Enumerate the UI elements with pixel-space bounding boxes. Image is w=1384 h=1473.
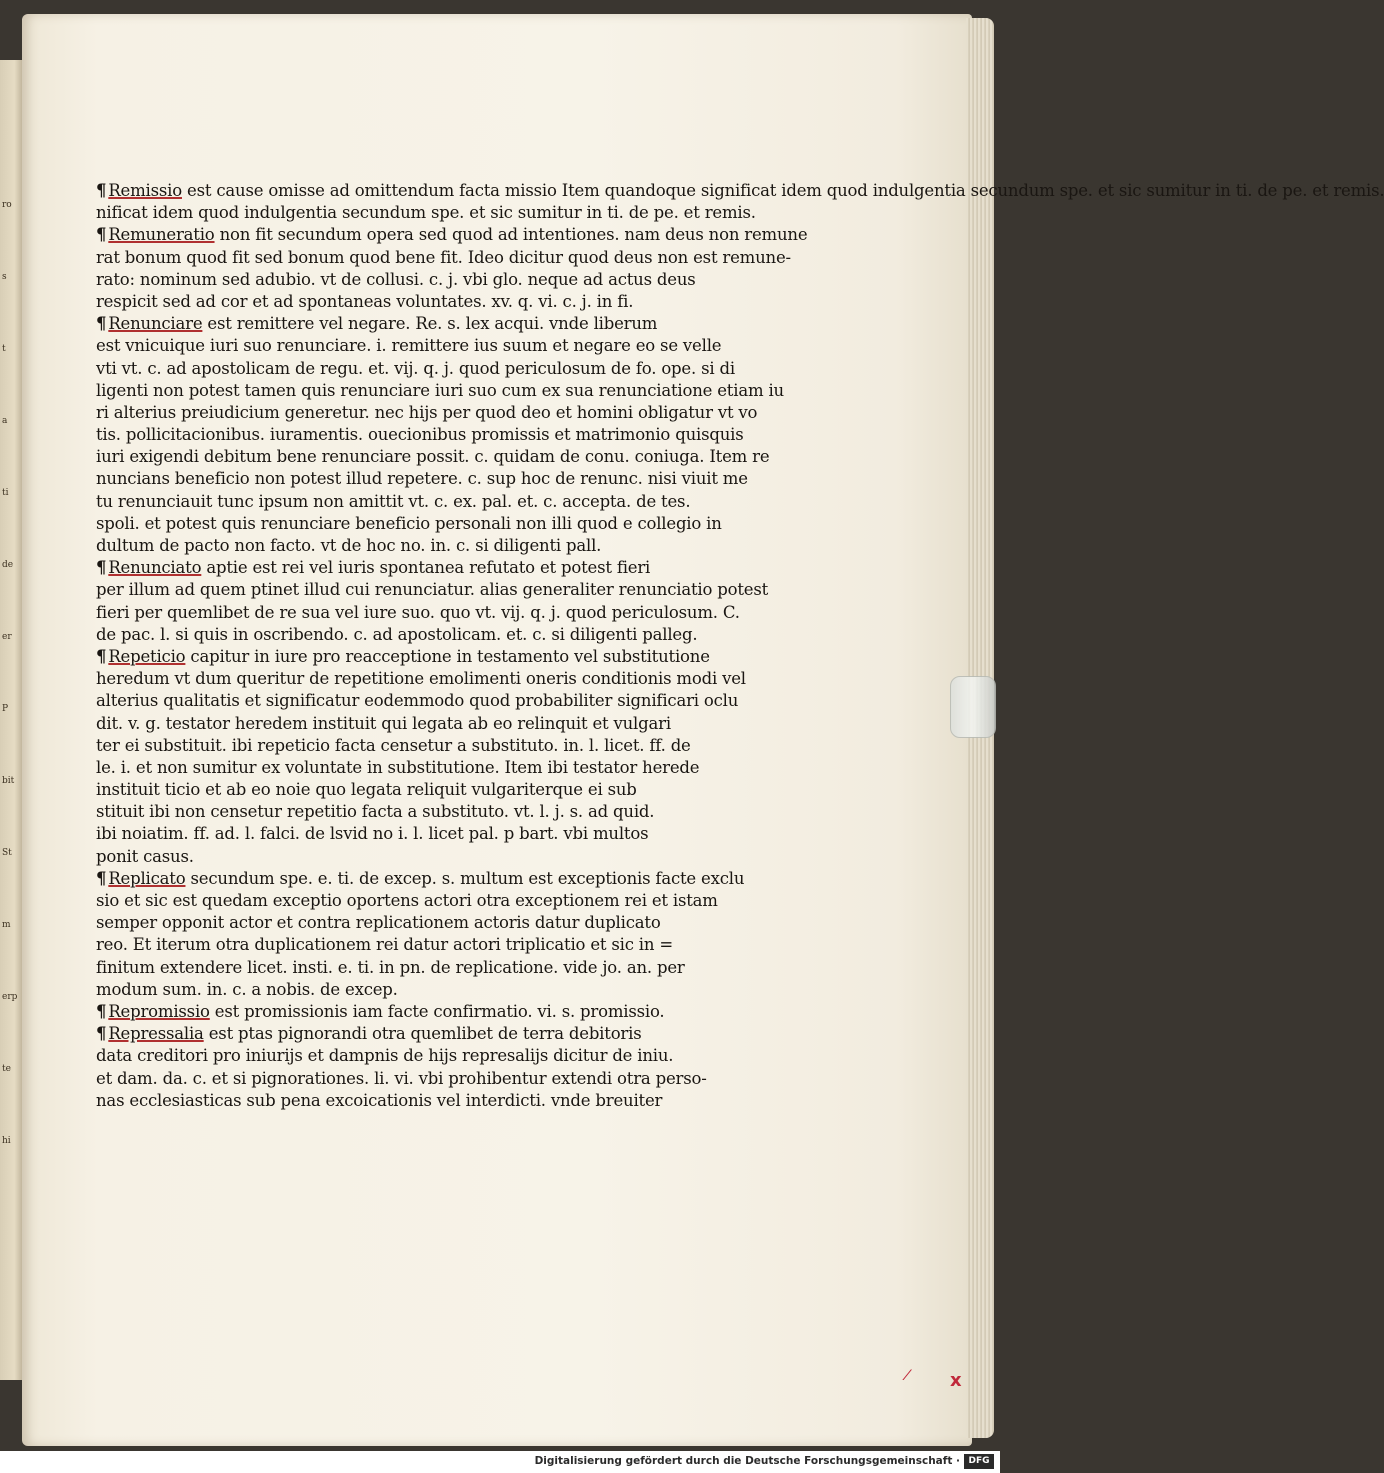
text-line bbox=[96, 202, 756, 224]
line-text: ter ei substituit. ibi repeticio facta censetur a substituto. in. l. licet. ff. de bbox=[96, 735, 691, 755]
line-text: nificat idem quod indulgentia secundum spe. et sic sumitur in ti. de pe. et remis. bbox=[96, 203, 756, 223]
line-text: instituit ticio et ab eo noie quo legata reliquit vulgariterque ei sub bbox=[96, 780, 637, 800]
line-text: rato: nominum sed adubio. vt de collusi. c. j. vbi glo. neque ad actus deus bbox=[96, 269, 696, 289]
line-text: non fit secundum opera sed quod ad intentiones. nam deus non remune bbox=[214, 225, 808, 245]
left-page-fragment: te bbox=[2, 1064, 11, 1074]
line-text: semper opponit actor et contra replicationem actoris datur duplicato bbox=[96, 913, 661, 933]
line-text: modum sum. in. c. a nobis. de excep. bbox=[96, 979, 398, 999]
rubric-headword: Remuneratio bbox=[108, 225, 215, 245]
text-line bbox=[96, 868, 745, 890]
left-page-fragment: m bbox=[2, 920, 11, 930]
text-line bbox=[96, 668, 746, 690]
text-line bbox=[96, 779, 686, 801]
paragraph-mark-icon: ¶ bbox=[96, 868, 107, 888]
text-line bbox=[96, 957, 686, 979]
line-text: le. i. et non sumitur ex voluntate in substitutione. Item ibi testator herede bbox=[96, 757, 700, 777]
rubric-headword: Remissio bbox=[108, 181, 182, 200]
footer-bar bbox=[0, 1451, 1000, 1473]
left-page-fragment: St bbox=[2, 848, 12, 858]
text-line bbox=[96, 1001, 686, 1023]
text-line bbox=[96, 1045, 686, 1067]
rubric-headword: Replicato bbox=[108, 868, 186, 888]
footer-credit: Digitalisierung gefördert durch die Deutsche Forschungsgemeinschaft · bbox=[534, 1455, 960, 1467]
left-page-fragment: t bbox=[2, 344, 6, 354]
text-line bbox=[96, 180, 1384, 202]
line-text: spoli. et potest quis renunciare beneficio personali non illi quod e collegio in bbox=[96, 513, 722, 533]
paragraph-mark-icon: ¶ bbox=[96, 558, 107, 578]
left-page-fragment: erp bbox=[2, 992, 18, 1002]
text-line bbox=[96, 269, 696, 291]
left-page-fragment: bit bbox=[2, 776, 15, 786]
text-line bbox=[96, 602, 740, 624]
text-line bbox=[96, 358, 735, 380]
text-line bbox=[96, 735, 691, 757]
line-text: dit. v. g. testator heredem instituit qui legata ab eo relinquit et vulgari bbox=[96, 713, 671, 733]
text-line bbox=[96, 934, 686, 956]
text-line bbox=[96, 224, 808, 246]
text-line bbox=[96, 491, 691, 513]
line-text: respicit sed ad cor et ad spontaneas voluntates. xv. q. vi. c. j. in fi. bbox=[96, 291, 634, 311]
text-line bbox=[96, 446, 770, 468]
rubric-headword: Renunciato bbox=[108, 558, 202, 578]
rubric-headword: Repeticio bbox=[108, 646, 186, 666]
left-page-fragment: hi bbox=[2, 1136, 11, 1146]
line-text: est vnicuique iuri suo renunciare. i. remittere ius suum et negare eo se velle bbox=[96, 336, 722, 356]
line-text: secundum spe. e. ti. de excep. s. multum est exceptionis facte exclu bbox=[185, 868, 745, 888]
line-text: per illum ad quem ptinet illud cui renunciatur. alias generaliter renunciatio potest bbox=[96, 580, 769, 600]
line-text: ibi noiatim. ff. ad. l. falci. de lsvid no i. l. licet pal. p bart. vbi multos bbox=[96, 824, 649, 844]
line-text: ri alterius preiudicium generetur. nec hijs per quod deo et homini obligatur vt vo bbox=[96, 402, 758, 422]
left-page-fragment: ti bbox=[2, 488, 9, 498]
line-text: et dam. da. c. et si pignorationes. li. vi. vbi prohibentur extendi otra perso- bbox=[96, 1068, 707, 1088]
line-text: sio et sic est quedam exceptio oportens actori otra exceptionem rei et istam bbox=[96, 891, 718, 910]
text-line bbox=[96, 690, 739, 712]
line-text: reo. Et iterum otra duplicationem rei datur actori triplicatio et sic in = bbox=[96, 935, 673, 955]
line-text: stituit ibi non censetur repetitio facta a substituto. vt. l. j. s. ad quid. bbox=[96, 802, 655, 822]
text-line bbox=[96, 1090, 686, 1112]
line-text: nuncians beneficio non potest illud repetere. c. sup hoc de renunc. nisi viuit me bbox=[96, 469, 748, 489]
paragraph-mark-icon: ¶ bbox=[96, 646, 107, 666]
text-line bbox=[96, 890, 718, 912]
left-page-edge bbox=[0, 60, 24, 1380]
line-text: capitur in iure pro reacceptione in testamento vel substitutione bbox=[185, 646, 710, 666]
line-text: est cause omisse ad omittendum facta missio Item quandoque significat idem quod indulgentia secundum spe. et sic sumitur in ti. de pe. et remis. bbox=[181, 181, 1384, 200]
text-line bbox=[96, 313, 686, 335]
text-line bbox=[96, 979, 686, 1001]
paragraph-mark-icon: ¶ bbox=[96, 1001, 107, 1021]
text-line bbox=[96, 713, 686, 735]
left-page-fragment: P bbox=[2, 704, 9, 714]
text-line bbox=[96, 535, 686, 557]
line-text: est promissionis iam facte confirmatio. vi. s. promissio. bbox=[209, 1001, 665, 1021]
text-line bbox=[96, 291, 686, 313]
line-text: est ptas pignorandi otra quemlibet de terra debitoris bbox=[203, 1024, 642, 1044]
text-block bbox=[96, 180, 1384, 1112]
signature-mark: x bbox=[950, 1370, 962, 1391]
line-text: heredum vt dum queritur de repetitione emolimenti oneris conditionis modi vel bbox=[96, 669, 746, 689]
text-line bbox=[96, 380, 784, 402]
paragraph-mark-icon: ¶ bbox=[96, 1024, 107, 1044]
rubric-headword: Renunciare bbox=[108, 314, 203, 334]
left-page-fragment: de bbox=[2, 560, 14, 570]
text-line bbox=[96, 402, 758, 424]
line-text: nas ecclesiasticas sub pena excoicationis vel interdicti. vnde breuiter bbox=[96, 1090, 663, 1110]
left-page-fragment: a bbox=[2, 416, 8, 426]
text-line bbox=[96, 335, 722, 357]
line-text: vti vt. c. ad apostolicam de regu. et. vij. q. j. quod periculosum de fo. ope. si di bbox=[96, 358, 735, 378]
text-line bbox=[96, 468, 748, 490]
text-line bbox=[96, 1023, 686, 1045]
line-text: tis. pollicitacionibus. iuramentis. ouecionibus promissis et matrimonio quisquis bbox=[96, 425, 744, 445]
line-text: rat bonum quod fit sed bonum quod bene fit. Ideo dicitur quod deus non est remune- bbox=[96, 247, 791, 267]
text-line bbox=[96, 846, 686, 868]
pencil-mark: ⁄ bbox=[906, 1368, 909, 1384]
text-line bbox=[96, 579, 769, 601]
paragraph-mark-icon: ¶ bbox=[96, 314, 107, 334]
paragraph-mark-icon: ¶ bbox=[96, 225, 107, 245]
line-text: finitum extendere licet. insti. e. ti. in pn. de replicatione. vide jo. an. per bbox=[96, 957, 685, 977]
line-text: iuri exigendi debitum bene renunciare possit. c. quidam de conu. coniuga. Item re bbox=[96, 447, 770, 467]
text-line bbox=[96, 823, 686, 845]
line-text: fieri per quemlibet de re sua vel iure suo. quo vt. vij. q. j. quod periculosum. C. bbox=[96, 602, 740, 622]
text-line bbox=[96, 624, 698, 646]
left-page-fragment: er bbox=[2, 632, 12, 642]
paragraph-mark-icon: ¶ bbox=[96, 181, 107, 200]
page-clip bbox=[950, 676, 996, 738]
text-line bbox=[96, 912, 686, 934]
text-line bbox=[96, 1068, 707, 1090]
text-line bbox=[96, 757, 700, 779]
line-text: alterius qualitatis et significatur eodemmodo quod probabiliter significari oclu bbox=[96, 691, 739, 711]
text-line bbox=[96, 646, 710, 668]
line-text: data creditori pro iniurijs et dampnis de hijs represalijs dicitur de iniu. bbox=[96, 1046, 674, 1066]
line-text: dultum de pacto non facto. vt de hoc no. in. c. si diligenti pall. bbox=[96, 536, 602, 555]
line-text: ligenti non potest tamen quis renunciare iuri suo cum ex sua renunciatione etiam iu bbox=[96, 380, 784, 400]
dfg-logo: DFG bbox=[964, 1454, 994, 1469]
line-text: ponit casus. bbox=[96, 846, 194, 866]
text-line bbox=[96, 801, 686, 823]
line-text: tu renunciauit tunc ipsum non amittit vt. c. ex. pal. et. c. accepta. de tes. bbox=[96, 491, 691, 511]
text-line bbox=[96, 424, 744, 446]
line-text: de pac. l. si quis in oscribendo. c. ad apostolicam. et. c. si diligenti palleg. bbox=[96, 624, 698, 644]
text-line bbox=[96, 557, 686, 579]
left-page-fragment: s bbox=[2, 272, 7, 282]
rubric-headword: Repressalia bbox=[108, 1024, 204, 1044]
line-text: aptie est rei vel iuris spontanea refutato et potest fieri bbox=[201, 558, 651, 578]
rubric-headword: Repromissio bbox=[108, 1001, 210, 1021]
left-page-fragment: ro bbox=[2, 200, 12, 210]
text-line bbox=[96, 513, 722, 535]
text-line bbox=[96, 247, 791, 269]
line-text: est remittere vel negare. Re. s. lex acqui. vnde liberum bbox=[202, 314, 658, 334]
